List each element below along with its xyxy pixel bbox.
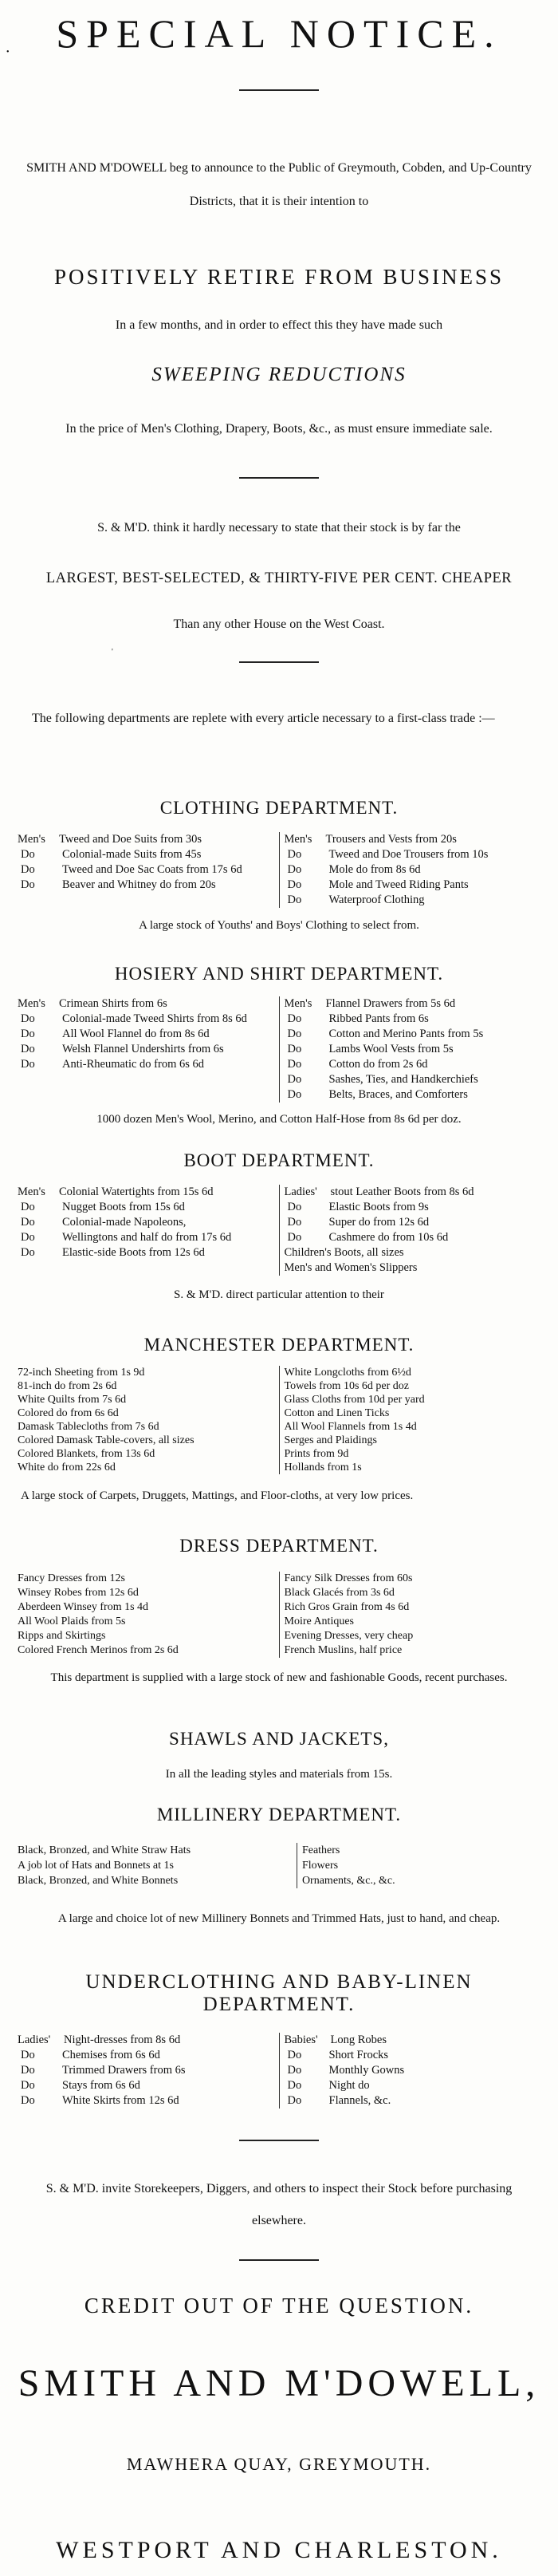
list-item: Flannel Drawers from 5s 6d <box>325 997 456 1010</box>
millinery-note-block <box>0 1908 558 1929</box>
item-prefix: Do <box>287 1231 302 1244</box>
table-row <box>285 996 541 1012</box>
item-prefix: Do <box>287 2094 302 2107</box>
list-item: Ornaments, &c., &c. <box>301 1875 395 1887</box>
manchester-note-block <box>0 1487 558 1505</box>
clothing-note: A large stock of Youths' and Boys' Clothing to select from. <box>139 919 419 932</box>
item-prefix: Do <box>287 1088 302 1101</box>
list-item: Beaver and Whitney do from 20s <box>62 878 216 891</box>
list-item: White Quilts from 7s 6d <box>18 1394 127 1406</box>
list-item: Colored French Merinos from 2s 6d <box>18 1644 179 1656</box>
table-row <box>285 1012 541 1027</box>
item-prefix: Do <box>21 2094 35 2107</box>
price-line: In the price of Men's Clothing, Drapery, Boots, &c., as must ensure immediate sale. <box>65 422 493 436</box>
millinery-table <box>0 1843 558 1888</box>
item-prefix: Do <box>287 1043 302 1055</box>
list-item: Nugget Boots from 15s 6d <box>62 1201 185 1213</box>
list-item: Fancy Dresses from 12s <box>18 1572 125 1584</box>
page-title: SPECIAL NOTICE. <box>56 11 502 56</box>
stock-block <box>0 519 558 537</box>
list-item: Belts, Braces, and Comforters <box>328 1088 468 1101</box>
boot-heading: BOOT DEPARTMENT. <box>183 1150 375 1170</box>
table-row <box>285 2048 541 2063</box>
price-table <box>18 1185 540 1276</box>
list-item: White Longcloths from 6½d <box>284 1367 411 1379</box>
item-prefix: Do <box>287 1201 302 1213</box>
table-row <box>285 1027 541 1042</box>
dress-table <box>0 1572 558 1658</box>
list-item: Cotton do from 2s 6d <box>328 1058 428 1071</box>
credit-heading: CREDIT OUT OF THE QUESTION. <box>84 2294 474 2318</box>
departments-intro-block <box>0 704 558 734</box>
table-column <box>18 2033 280 2109</box>
list-item: Mole and Tweed Riding Pants <box>328 878 469 891</box>
list-item: Ribbed Pants from 6s <box>328 1012 429 1025</box>
price-table <box>18 832 540 908</box>
list-item: Flowers <box>301 1860 339 1872</box>
list-item: Serges and Plaidings <box>284 1434 377 1446</box>
list-item: Mole do from 8s 6d <box>328 863 421 876</box>
table-row <box>285 1230 541 1245</box>
list-item: Trimmed Drawers from 6s <box>62 2064 186 2077</box>
table-row <box>285 878 541 893</box>
table-row <box>18 1215 274 1230</box>
sweeping-block <box>0 364 558 386</box>
millinery-heading-block <box>0 1805 558 1825</box>
item-prefix: Ladies' <box>18 2034 51 2046</box>
invite-block <box>0 2173 558 2237</box>
table-row <box>285 1215 541 1230</box>
list-item: Elastic Boots from 9s <box>328 1201 429 1213</box>
table-row <box>18 2048 274 2063</box>
credit-block <box>0 2294 558 2318</box>
list-item: Monthly Gowns <box>328 2064 405 2077</box>
dress-heading-block <box>0 1536 558 1556</box>
list-item: Damask Tablecloths from 7s 6d <box>18 1421 159 1433</box>
clothing-heading: CLOTHING DEPARTMENT. <box>159 798 399 818</box>
table-row <box>18 1057 274 1072</box>
price-table <box>18 996 540 1103</box>
print-speck: • <box>6 48 10 57</box>
table-row <box>285 893 541 908</box>
list-item: Black Glacés from 3s 6d <box>284 1587 395 1599</box>
manchester-note: A large stock of Carpets, Druggets, Mattings, and Floor-cloths, at very low prices. <box>21 1489 414 1502</box>
list-item: 72-inch Sheeting from 1s 9d <box>18 1367 145 1379</box>
divider <box>239 2140 319 2141</box>
table-row <box>18 1230 274 1245</box>
shawls-note: In all the leading styles and materials from 15s. <box>165 1768 393 1781</box>
list-item: Winsey Robes from 12s 6d <box>18 1587 139 1599</box>
table-row <box>18 862 274 878</box>
table-row <box>285 862 541 878</box>
item-prefix: Do <box>287 894 302 906</box>
boot-note-block <box>0 1286 558 1304</box>
list-item: Sashes, Ties, and Handkerchiefs <box>328 1073 478 1086</box>
item-prefix: Do <box>287 2079 302 2092</box>
departments-intro: The following departments are replete with every article necessary to a first-class trade :— <box>32 712 495 725</box>
table-row <box>18 1042 274 1057</box>
underclothing-heading-line2: DEPARTMENT. <box>202 1994 356 2015</box>
price-block <box>0 420 558 438</box>
list-item: Tweed and Doe Sac Coats from 17s 6d <box>62 863 242 876</box>
table-row <box>18 2033 274 2048</box>
list-item: Flannels, &c. <box>328 2094 391 2107</box>
item-prefix: Do <box>287 1028 302 1040</box>
table-row <box>285 1185 541 1200</box>
largest-block <box>0 570 558 587</box>
item-prefix: Men's <box>18 833 45 846</box>
list-item: Crimean Shirts from 6s <box>59 997 167 1010</box>
table-column <box>280 1366 541 1474</box>
price-table <box>18 1572 540 1658</box>
item-prefix: Do <box>21 1058 35 1071</box>
list-item: Waterproof Clothing <box>328 894 425 906</box>
millinery-note: A large and choice lot of new Millinery Bonnets and Trimmed Hats, just to hand, and cheap. <box>57 1912 501 1925</box>
firm-block <box>0 2361 558 2406</box>
list-item: Night-dresses from 8s 6d <box>64 2034 181 2046</box>
item-prefix: Do <box>21 1231 35 1244</box>
item-prefix: Men's <box>18 1185 45 1198</box>
list-item: Colored do from 6s 6d <box>18 1407 119 1419</box>
list-item: French Muslins, half price <box>284 1644 403 1656</box>
table-row <box>18 1027 274 1042</box>
list-item: Colonial Watertights from 15s 6d <box>59 1185 214 1198</box>
list-item: Short Frocks <box>328 2049 389 2061</box>
divider <box>239 89 319 91</box>
clothing-heading-block <box>0 798 558 819</box>
table-row <box>18 2063 274 2078</box>
table-column <box>18 996 280 1103</box>
manchester-heading-block <box>0 1335 558 1355</box>
list-item: A job lot of Hats and Bonnets at 1s <box>18 1860 174 1872</box>
table-row <box>18 1185 274 1200</box>
table-row <box>285 1072 541 1087</box>
list-item: Colonial-made Napoleons, <box>62 1216 187 1229</box>
table-row <box>285 2033 541 2048</box>
towns-block <box>0 2537 558 2564</box>
divider <box>239 2259 319 2261</box>
list-item: Chemises from 6s 6d <box>62 2049 160 2061</box>
item-prefix: Do <box>21 878 35 891</box>
underclothing-heading-line1: UNDERCLOTHING AND BABY-LINEN <box>85 1971 473 1993</box>
table-column <box>280 996 541 1103</box>
table-row <box>18 2078 274 2093</box>
price-table <box>18 1843 540 1888</box>
list-item: Tweed and Doe Suits from 30s <box>59 833 202 846</box>
table-column <box>280 1572 541 1658</box>
manchester-heading: MANCHESTER DEPARTMENT. <box>143 1335 415 1355</box>
towns-line: WESTPORT AND CHARLESTON. <box>56 2537 502 2563</box>
table-row <box>285 1042 541 1057</box>
months-line: In a few months, and in order to effect this they have made such <box>115 318 443 332</box>
list-item: Lambs Wool Vests from 5s <box>328 1043 454 1055</box>
table-row <box>18 847 274 862</box>
item-prefix: Do <box>21 848 35 861</box>
table-column <box>18 1366 280 1474</box>
list-item: Cotton and Linen Ticks <box>284 1407 390 1419</box>
boot-note: S. & M'D. direct particular attention to their <box>174 1288 384 1301</box>
list-item: Black, Bronzed, and White Bonnets <box>18 1875 179 1887</box>
firm-name: SMITH AND M'DOWELL, <box>18 2362 540 2404</box>
list-item: Prints from 9d <box>284 1448 349 1460</box>
list-item: Colored Blankets, from 13s 6d <box>18 1448 155 1460</box>
list-item: All Wool Plaids from 5s <box>18 1615 126 1627</box>
stock-line: S. & M'D. think it hardly necessary to state that their stock is by far the <box>97 521 461 535</box>
than-line: Than any other House on the West Coast. <box>173 617 385 631</box>
item-prefix: Do <box>21 2049 35 2061</box>
dress-heading: DRESS DEPARTMENT. <box>179 1536 379 1556</box>
print-speck: ' <box>112 648 113 657</box>
table-row <box>285 1087 541 1103</box>
list-item: Night do <box>328 2079 370 2092</box>
table-row <box>18 2093 274 2109</box>
price-table <box>18 1366 540 1474</box>
list-item: Super do from 12s 6d <box>328 1216 430 1229</box>
list-item: Wellingtons and half do from 17s 6d <box>62 1231 232 1244</box>
item-prefix: Do <box>21 1043 35 1055</box>
item-prefix: Do <box>287 2049 302 2061</box>
list-item: Feathers <box>301 1844 340 1856</box>
item-prefix: Do <box>287 1058 302 1071</box>
list-item: Rich Gros Grain from 4s 6d <box>284 1601 410 1613</box>
table-row <box>285 1260 541 1276</box>
item-prefix: Do <box>21 1012 35 1025</box>
retire-heading: POSITIVELY RETIRE FROM BUSINESS <box>53 265 505 289</box>
table-row <box>285 1245 541 1260</box>
item-prefix: Do <box>287 1012 302 1025</box>
item-prefix: Do <box>287 2064 302 2077</box>
item-prefix: Do <box>287 1073 302 1086</box>
list-item: Cotton and Merino Pants from 5s <box>328 1028 484 1040</box>
clothing-table <box>0 832 558 908</box>
largest-line: LARGEST, BEST-SELECTED, & THIRTY-FIVE PER CENT. CHEAPER <box>45 570 513 586</box>
list-item: Evening Dresses, very cheap <box>284 1630 414 1642</box>
retire-block <box>0 265 558 290</box>
list-item: 81-inch do from 2s 6d <box>18 1380 117 1392</box>
list-item: Men's and Women's Slippers <box>284 1261 418 1274</box>
list-item: White Skirts from 12s 6d <box>62 2094 179 2107</box>
item-prefix: Do <box>21 1028 35 1040</box>
list-item: Colonial-made Suits from 45s <box>62 848 202 861</box>
intro-paragraph: SMITH AND M'DOWELL beg to announce to the Public of Greymouth, Cobden, and Up-Country Districts, that it is their intention to <box>26 161 532 208</box>
list-item: stout Leather Boots from 8s 6d <box>330 1185 474 1198</box>
item-prefix: Do <box>21 1216 35 1229</box>
table-row <box>285 2078 541 2093</box>
shawls-heading-block <box>0 1729 558 1750</box>
item-prefix: Men's <box>18 997 45 1010</box>
list-item: All Wool Flannel do from 8s 6d <box>62 1028 210 1040</box>
divider <box>239 477 319 479</box>
clothing-note-block <box>0 917 558 934</box>
manchester-table <box>0 1366 558 1474</box>
item-prefix: Do <box>287 848 302 861</box>
item-prefix: Do <box>21 2079 35 2092</box>
table-row <box>285 1057 541 1072</box>
item-prefix: Do <box>287 863 302 876</box>
table-row <box>18 1012 274 1027</box>
hosiery-table <box>0 996 558 1103</box>
list-item: All Wool Flannels from 1s 4d <box>284 1421 417 1433</box>
table-row <box>18 1200 274 1215</box>
table-row <box>285 2063 541 2078</box>
table-row <box>18 996 274 1012</box>
item-prefix: Ladies' <box>284 1185 317 1198</box>
table-column <box>18 832 280 908</box>
table-column <box>279 1185 541 1276</box>
item-prefix: Do <box>21 2064 35 2077</box>
hosiery-note: 1000 dozen Men's Wool, Merino, and Cotton Half-Hose from 8s 6d per doz. <box>96 1113 462 1126</box>
table-row <box>285 847 541 862</box>
list-item: Trousers and Vests from 20s <box>325 833 457 846</box>
item-prefix: Men's <box>284 997 312 1010</box>
shawls-note-block <box>0 1765 558 1783</box>
list-item: White do from 22s 6d <box>18 1462 116 1473</box>
list-item: Black, Bronzed, and White Straw Hats <box>18 1844 191 1856</box>
list-item: Children's Boots, all sizes <box>284 1246 404 1259</box>
item-prefix: Do <box>287 1216 302 1229</box>
list-item: Elastic-side Boots from 12s 6d <box>62 1246 205 1259</box>
item-prefix: Men's <box>284 833 312 846</box>
list-item: Moire Antiques <box>284 1615 354 1627</box>
hosiery-heading: HOSIERY AND SHIRT DEPARTMENT. <box>114 964 444 984</box>
list-item: Aberdeen Winsey from 1s 4d <box>18 1601 149 1613</box>
than-block <box>0 616 558 633</box>
table-column <box>280 832 541 908</box>
list-item: Towels from 10s 6d per doz <box>284 1380 409 1392</box>
list-item: Anti-Rheumatic do from 6s 6d <box>62 1058 205 1071</box>
table-column <box>18 1843 297 1888</box>
table-row <box>18 1245 274 1260</box>
months-block <box>0 317 558 334</box>
underclothing-heading-block <box>0 1971 558 2016</box>
table-row <box>18 832 274 847</box>
list-item: Ripps and Skirtings <box>18 1630 106 1642</box>
table-row <box>285 2093 541 2109</box>
address-block <box>0 2454 558 2475</box>
table-row <box>18 878 274 893</box>
table-column <box>18 1572 280 1658</box>
list-item: Cashmere do from 10s 6d <box>328 1231 449 1244</box>
list-item: Colonial-made Tweed Shirts from 8s 6d <box>62 1012 247 1025</box>
list-item: Welsh Flannel Undershirts from 6s <box>62 1043 224 1055</box>
invite-paragraph: S. & M'D. invite Storekeepers, Diggers, and others to inspect their Stock before purchasing elsewhere. <box>45 2182 513 2227</box>
boot-heading-block <box>0 1150 558 1171</box>
list-item: Glass Cloths from 10d per yard <box>284 1394 425 1406</box>
shawls-heading: SHAWLS AND JACKETS, <box>169 1729 389 1749</box>
list-item: Hollands from 1s <box>284 1462 362 1473</box>
list-item: Tweed and Doe Trousers from 10s <box>328 848 489 861</box>
intro-block <box>0 152 558 219</box>
item-prefix: Do <box>21 1201 35 1213</box>
list-item: Fancy Silk Dresses from 60s <box>284 1572 413 1584</box>
item-prefix: Do <box>21 863 35 876</box>
hosiery-note-block <box>0 1110 558 1128</box>
list-item: Stays from 6s 6d <box>62 2079 140 2092</box>
table-column <box>297 1843 540 1888</box>
title-block <box>0 0 558 56</box>
dress-note: This department is supplied with a large stock of new and fashionable Goods, recent purchases. <box>50 1671 508 1684</box>
list-item: Long Robes <box>330 2034 387 2046</box>
table-column <box>280 2033 541 2109</box>
price-table <box>18 2033 540 2109</box>
table-row <box>285 832 541 847</box>
list-item: Colored Damask Table-covers, all sizes <box>18 1434 195 1446</box>
item-prefix: Do <box>21 1246 35 1259</box>
item-prefix: Babies' <box>284 2034 318 2046</box>
divider <box>239 661 319 663</box>
table-column <box>18 1185 280 1276</box>
item-prefix: Do <box>287 878 302 891</box>
hosiery-heading-block <box>0 964 558 984</box>
underclothing-table <box>0 2033 558 2109</box>
sweeping-heading: SWEEPING REDUCTIONS <box>151 364 407 385</box>
millinery-heading: MILLINERY DEPARTMENT. <box>156 1805 402 1825</box>
address-line: MAWHERA QUAY, GREYMOUTH. <box>126 2454 432 2474</box>
dress-note-block <box>0 1667 558 1688</box>
boot-table <box>0 1185 558 1276</box>
table-row <box>285 1200 541 1215</box>
